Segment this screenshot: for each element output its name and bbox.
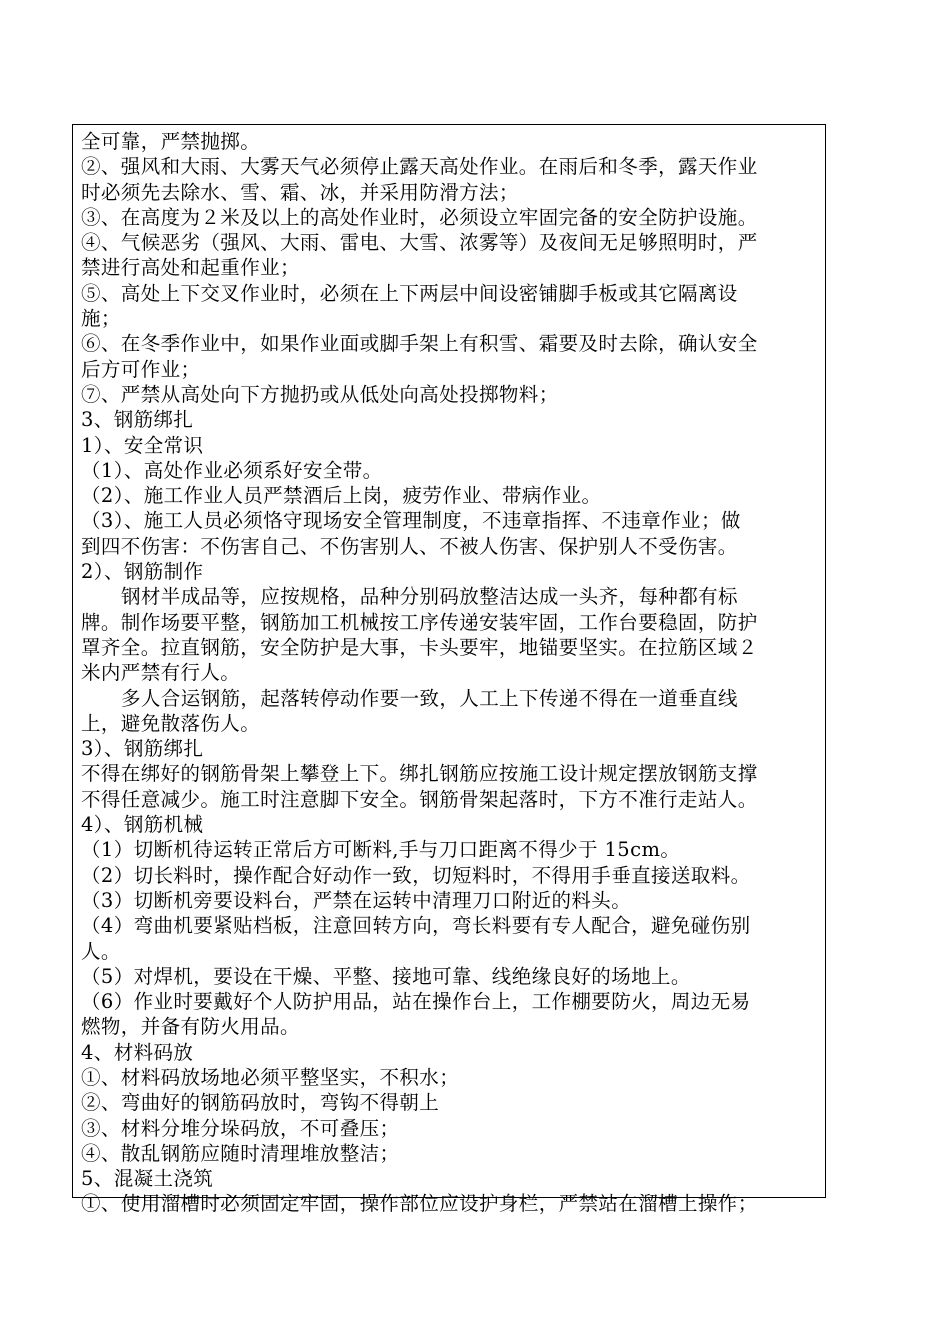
text-line: ①、使用溜槽时必须固定牢固，操作部位应设护身栏，严禁站在溜槽上操作； [81,1192,758,1216]
text-line: ⑤、高处上下交叉作业时，必须在上下两层中间设密铺脚手板或其它隔离设 [81,281,738,305]
text-line: （3）、施工人员必须恪守现场安全管理制度，不违章指挥、不违章作业；做 [81,509,741,533]
text-line: （2）切长料时，操作配合好动作一致，切短料时，不得用手垂直接送取料。 [81,863,751,887]
text-line: 上，避免散落伤人。 [81,711,261,735]
text-line: 禁进行高处和起重作业； [81,256,300,280]
text-line: 时必须先去除水、雪、霜、冰，并采用防滑方法； [81,180,519,204]
text-line: （3）切断机旁要设料台，严禁在运转中清理刀口附近的料头。 [81,888,632,912]
text-line: 钢材半成品等，应按规格，品种分别码放整洁达成一头齐，每种都有标 [121,585,738,609]
text-line: ②、强风和大雨、大雾天气必须停止露天高处作业。在雨后和冬季，露天作业 [81,155,758,179]
text-line: 罩齐全。拉直钢筋，安全防护是大事，卡头要牢，地锚要坚实。在拉筋区域２ [81,635,758,659]
text-line: ④、气候恶劣（强风、大雨、雷电、大雪、浓雾等）及夜间无足够照明时，严 [81,231,758,255]
text-line: ⑦、严禁从高处向下方抛扔或从低处向高处投掷物料； [81,382,559,406]
text-line: ③、材料分堆分垛码放，不可叠压； [81,1116,400,1140]
text-line: （5）对焊机，要设在干燥、平整、接地可靠、线绝缘良好的场地上。 [81,964,691,988]
text-line: 不得在绑好的钢筋骨架上攀登上下。绑扎钢筋应按施工设计规定摆放钢筋支撑 [81,762,758,786]
text-line: 到四不伤害：不伤害自己、不伤害别人、不被人伤害、保护别人不受伤害。 [81,534,738,558]
document-body [81,129,823,1217]
text-line: 4、材料码放 [81,1040,194,1064]
text-line: （1）、高处作业必须系好安全带。 [81,458,383,482]
text-line: 后方可作业； [81,357,201,381]
text-line: （6）作业时要戴好个人防护用品，站在操作台上，工作棚要防火，周边无易 [81,990,751,1014]
text-line: （2）、施工作业人员严禁酒后上岗，疲劳作业、带病作业。 [81,484,602,508]
text-line: 5、混凝土浇筑 [81,1167,214,1191]
text-line: ①、材料码放场地必须平整坚实，不积水； [81,1065,460,1089]
text-line: 全可靠，严禁抛掷。 [81,130,261,153]
text-line: 不得任意减少。施工时注意脚下安全。钢筋骨架起落时，下方不准行走站人。 [81,787,758,811]
text-line: 3）、钢筋绑扎 [81,737,204,761]
text-line: （1）切断机待运转正常后方可断料,手与刀口距离不得少于 15cm。 [81,838,681,862]
text-line: 施； [81,307,121,331]
text-line: 4）、钢筋机械 [81,813,204,837]
text-line: 1）、安全常识 [81,433,204,457]
text-line: ③、在高度为２米及以上的高处作业时，必须设立牢固完备的安全防护设施。 [81,205,758,229]
text-line: 牌。制作场要平整，钢筋加工机械按工序传递安装牢固，工作台要稳固，防护 [81,610,758,634]
text-line: ⑥、在冬季作业中，如果作业面或脚手架上有积雪、霜要及时去除，确认安全 [81,332,758,356]
text-line: 2）、钢筋制作 [81,560,204,584]
text-line: 人。 [81,939,121,963]
text-line: ②、弯曲好的钢筋码放时，弯钩不得朝上 [81,1091,440,1115]
document-table-cell [72,124,826,1216]
text-line: （4）弯曲机要紧贴档板，注意回转方向，弯长料要有专人配合，避免碰伤别 [81,914,751,938]
text-line: 3、钢筋绑扎 [81,408,194,432]
text-line: ④、散乱钢筋应随时清理堆放整洁； [81,1141,400,1165]
text-line: 米内严禁有行人。 [81,661,241,685]
text-line: 多人合运钢筋，起落转停动作要一致，人工上下传递不得在一道垂直线 [121,686,738,710]
text-line: 燃物，并备有防火用品。 [81,1015,300,1039]
